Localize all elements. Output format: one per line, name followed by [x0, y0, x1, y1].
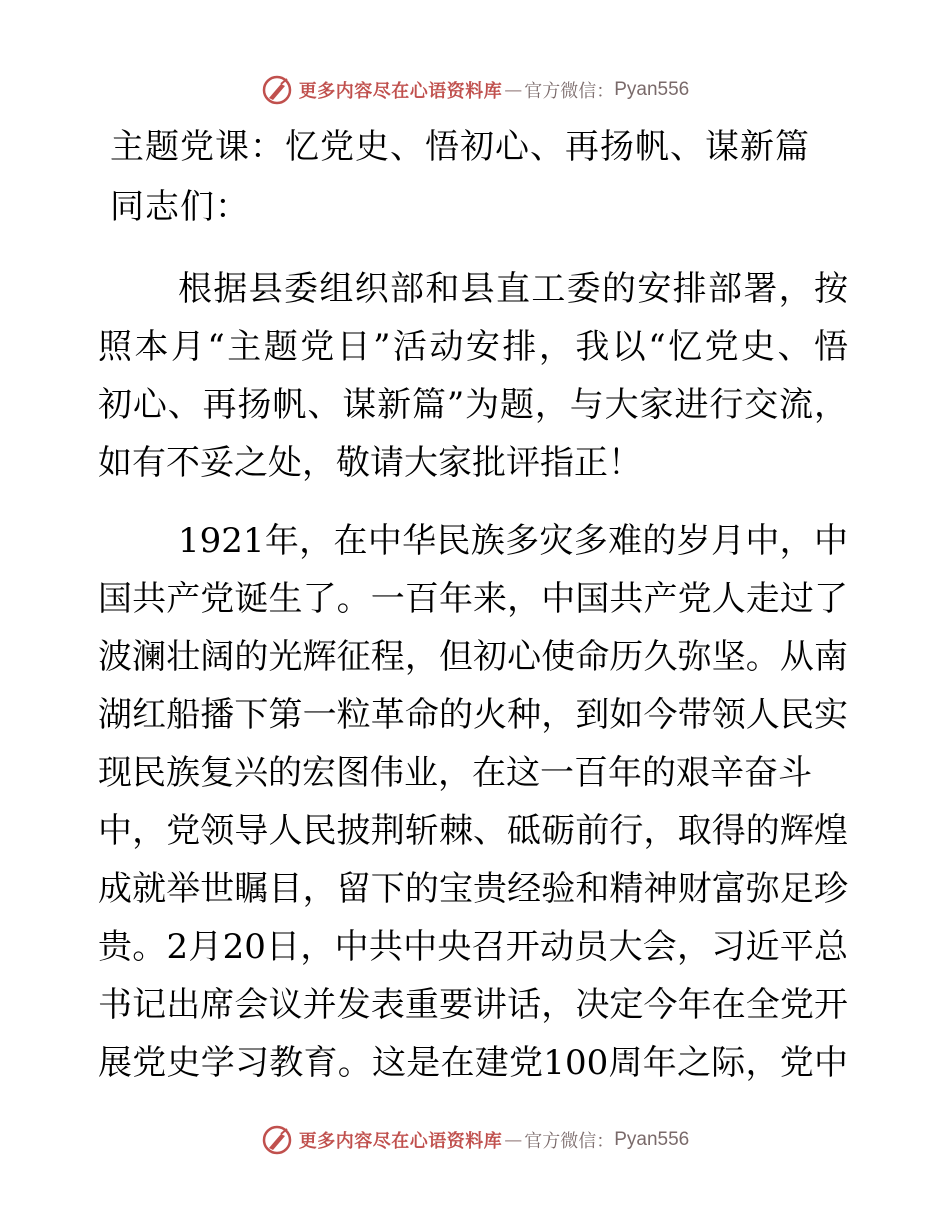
- banner-dash: —: [504, 1129, 523, 1151]
- document-body: [98, 122, 858, 1100]
- page-title: 主题党课：忆党史、悟初心、再扬帆、谋新篇: [110, 127, 810, 167]
- header-banner: [0, 70, 950, 110]
- paragraph-line: 初心、再扬帆、谋新篇”为题，与大家进行交流，: [98, 385, 848, 425]
- paragraph-2: [98, 512, 858, 1092]
- paragraph-line: 波澜壮阔的光辉征程，但初心使命历久弥坚。从南: [98, 637, 848, 677]
- banner-wechat-label: 官方微信：: [524, 81, 615, 102]
- paragraph-line: 成就举世瞩目，留下的宝贵经验和精神财富弥足珍: [98, 869, 848, 909]
- paragraph-line: 1921年，在中华民族多灾多难的岁月中，中: [178, 521, 848, 561]
- paragraph-1: [98, 260, 858, 492]
- paragraph-line: 照本月“主题党日”活动安排，我以“忆党史、悟: [98, 327, 848, 367]
- pen-logo-icon: [261, 1124, 293, 1156]
- paragraph-line: 展党史学习教育。这是在建党100周年之际，党中: [98, 1043, 848, 1083]
- paragraph-line: 贵。2月20日，中共中央召开动员大会，习近平总: [98, 927, 848, 967]
- paragraph-line: 中，党领导人民披荆斩棘、砥砺前行，取得的辉煌: [98, 811, 848, 851]
- paragraph-line: 国共产党诞生了。一百年来，中国共产党人走过了: [98, 579, 848, 619]
- paragraph-line: 根据县委组织部和县直工委的安排部署，按: [178, 269, 848, 309]
- greeting: 同志们：: [110, 187, 250, 227]
- banner-wechat-id: Pyan556: [614, 1129, 690, 1150]
- paragraph-line: 现民族复兴的宏图伟业，在这一百年的艰辛奋斗: [98, 753, 812, 793]
- banner-wechat-label: 官方微信：: [524, 1131, 615, 1152]
- footer-banner: [0, 1120, 950, 1160]
- banner-main-text: 更多内容尽在心语资料库: [298, 81, 503, 102]
- banner-dash: —: [504, 79, 523, 101]
- paragraph-line: 湖红船播下第一粒革命的火种，到如今带领人民实: [98, 695, 848, 735]
- banner-wechat-id: Pyan556: [614, 79, 690, 100]
- banner-main-text: 更多内容尽在心语资料库: [298, 1131, 503, 1152]
- paragraph-line: 如有不妥之处，敬请大家批评指正！: [98, 443, 642, 483]
- paragraph-line: 书记出席会议并发表重要讲话，决定今年在全党开: [98, 985, 848, 1025]
- pen-logo-icon: [261, 74, 293, 106]
